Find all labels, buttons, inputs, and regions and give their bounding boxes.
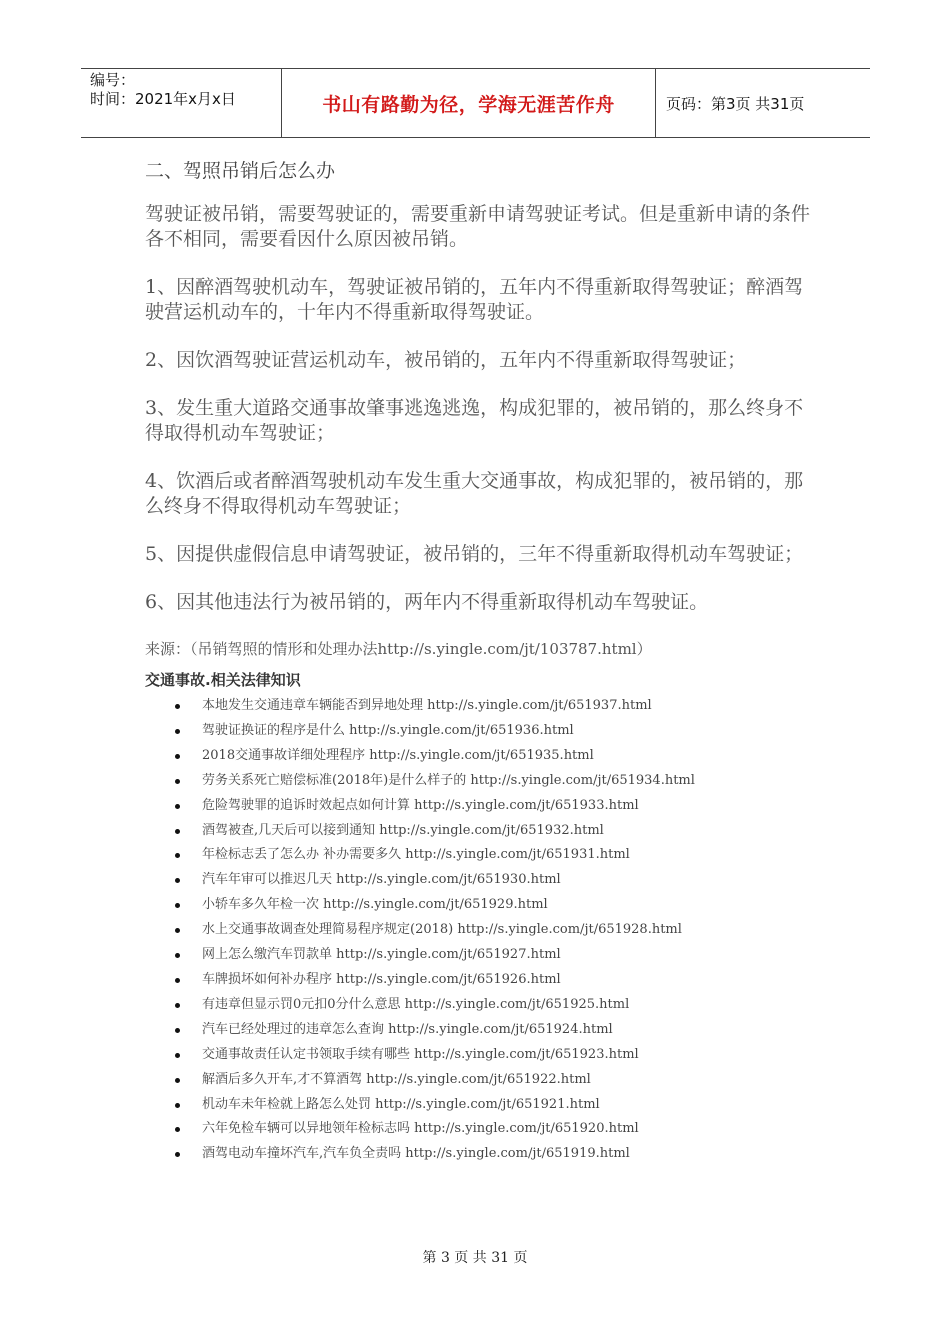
paragraph-item-3: 3、发生重大道路交通事故肇事逃逸逃逸，构成犯罪的，被吊销的，那么终身不得取得机动车驾驶证； [145,397,804,444]
related-link[interactable]: 驾驶证换证的程序是什么 http://s.yingle.com/jt/651936.html [202,719,815,744]
related-link[interactable]: 汽车已经处理过的违章怎么查询 http://s.yingle.com/jt/651924.html [202,1018,815,1043]
paragraph-item-1: 1、因醉酒驾驶机动车，驾驶证被吊销的，五年内不得重新取得驾驶证；醉酒驾驶营运机动车的，十年内不得重新取得驾驶证。 [145,276,804,323]
related-link[interactable]: 本地发生交通违章车辆能否到异地处理 http://s.yingle.com/jt/651937.html [202,694,815,719]
related-link[interactable]: 解酒后多久开车,才不算酒驾 http://s.yingle.com/jt/651922.html [202,1068,815,1093]
related-link[interactable]: 六年免检车辆可以异地领年检标志吗 http://s.yingle.com/jt/651920.html [202,1117,815,1142]
page-header [81,68,870,138]
related-link[interactable]: 2018交通事故详细处理程序 http://s.yingle.com/jt/651935.html [202,744,815,769]
related-link[interactable]: 劳务关系死亡赔偿标准(2018年)是什么样子的 http://s.yingle.com/jt/651934.html [202,769,815,794]
paragraph-item-6: 6、因其他违法行为被吊销的，两年内不得重新取得机动车驾驶证。 [145,591,709,613]
related-link[interactable]: 有违章但显示罚0元扣0分什么意思 http://s.yingle.com/jt/651925.html [202,993,815,1018]
related-link[interactable]: 交通事故责任认定书领取手续有哪些 http://s.yingle.com/jt/651923.html [202,1043,815,1068]
section-title: 二、驾照吊销后怎么办 [145,160,336,182]
main-content [145,156,815,1167]
related-link[interactable]: 酒驾电动车撞坏汽车,汽车负全责吗 http://s.yingle.com/jt/651919.html [202,1142,815,1167]
related-link[interactable]: 车牌损坏如何补办程序 http://s.yingle.com/jt/651926.html [202,968,815,993]
related-link[interactable]: 小轿车多久年检一次 http://s.yingle.com/jt/651929.html [202,893,815,918]
related-links-list [145,694,815,1167]
header-meta [81,69,282,137]
document-number-label: 编号： [90,71,136,89]
paragraph-item-2: 2、因饮酒驾驶证营运机动车，被吊销的，五年内不得重新取得驾驶证； [145,349,747,371]
related-link[interactable]: 年检标志丢了怎么办 补办需要多久 http://s.yingle.com/jt/651931.html [202,843,815,868]
header-page-number: 页码：第3页 共31页 [666,94,805,113]
paragraph-intro: 驾驶证被吊销，需要驾驶证的，需要重新申请驾驶证考试。但是重新申请的条件各不相同，需要看因什么原因被吊销。 [145,203,811,250]
document-date: 时间：2021年x月x日 [90,90,236,108]
related-link[interactable]: 水上交通事故调查处理简易程序规定(2018) http://s.yingle.com/jt/651928.html [202,918,815,943]
related-link[interactable]: 汽车年审可以推迟几天 http://s.yingle.com/jt/651930.html [202,868,815,893]
related-knowledge-title: 交通事故.相关法律知识 [145,671,301,689]
related-link[interactable]: 机动车未年检就上路怎么处罚 http://s.yingle.com/jt/651921.html [202,1093,815,1118]
page-footer: 第 3 页 共 31 页 [422,1250,528,1266]
header-motto: 书山有路勤为径，学海无涯苦作舟 [282,69,656,137]
source-citation: 来源：（吊销驾照的情形和处理办法http://s.yingle.com/jt/103787.html） [145,640,652,658]
related-link[interactable]: 网上怎么缴汽车罚款单 http://s.yingle.com/jt/651927.html [202,943,815,968]
paragraph-item-4: 4、饮酒后或者醉酒驾驶机动车发生重大交通事故，构成犯罪的，被吊销的，那么终身不得取得机动车驾驶证； [145,470,804,517]
paragraph-item-5: 5、因提供虚假信息申请驾驶证，被吊销的，三年不得重新取得机动车驾驶证； [145,543,804,565]
related-link[interactable]: 酒驾被查,几天后可以接到通知 http://s.yingle.com/jt/651932.html [202,819,815,844]
related-link[interactable]: 危险驾驶罪的追诉时效起点如何计算 http://s.yingle.com/jt/651933.html [202,794,815,819]
